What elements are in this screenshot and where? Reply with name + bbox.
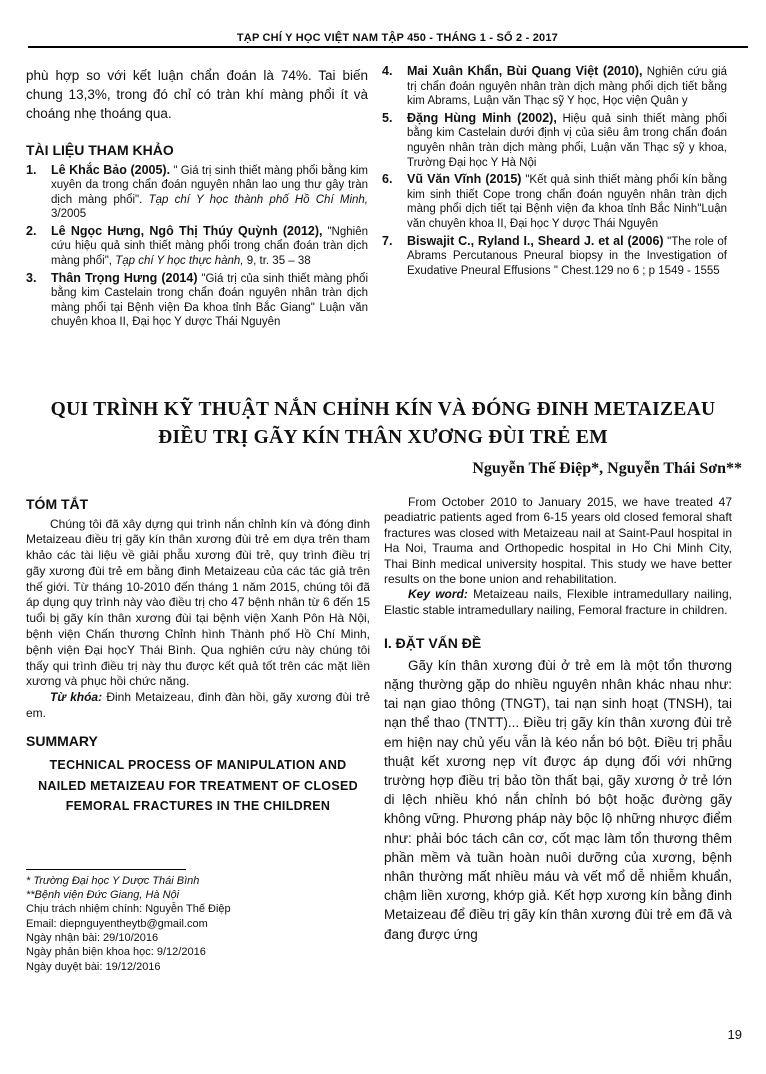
article-right-column bbox=[384, 495, 732, 944]
footnote-received-date: Ngày nhận bài: 29/10/2016 bbox=[26, 932, 159, 945]
footnote-divider bbox=[26, 869, 186, 870]
reference-list-right bbox=[382, 64, 727, 278]
reference-text: Hiệu quả sinh thiết màng phổi bằng kim Castelain dưới định vị của siêu âm trong chẩn đoán nguyên nhân tràn dịch màng phổi, Luận văn Thạc sỹ y khoa, Trường Đại học Y Hà Nội bbox=[407, 112, 727, 169]
journal-header-text: TẠP CHÍ Y HỌC VIỆT NAM TẬP 450 - THÁNG 1 - SỐ 2 - 2017 bbox=[236, 32, 558, 44]
reference-number: 2. bbox=[26, 223, 37, 238]
reference-authors: Lê Khắc Bảo (2005). bbox=[51, 162, 171, 177]
reference-number: 4. bbox=[382, 64, 393, 78]
reference-number: 5. bbox=[382, 110, 393, 125]
reference-text: " Giá trị sinh thiết màng phổi bằng kim xuyên da trong chẩn đoán nguyên nhân lao ung thư gây tràn dịch màng phổi". bbox=[51, 164, 368, 206]
article-title-line-1: QUI TRÌNH KỸ THUẬT NẮN CHỈNH KÍN VÀ ĐÓNG ĐINH METAIZEAU bbox=[50, 399, 716, 420]
reference-journal: Tạp chí Y học thực hành, bbox=[115, 255, 244, 268]
section-1-text: Gãy kín thân xương đùi ở trẻ em là một tổn thương nặng thường gặp do nhiều nguyên nhân khác nhau như: tai nạn giao thông (TNGT), tai nạn sinh hoạt (TNSH), tai nạn thể thao (TNTT)... Điều trị gãy kín thân xương đùi trẻ em hiện nay chủ yếu vẫn là kéo nắn bó bột. Điều trị phẫu thuật kết xương nẹp vít được áp dụng đối với những trường hợp điều trị bảo tồn thất bại, gãy xương ở trẻ lớn di lệch nhiều khó nắn chỉnh bó bột hoặc đường gãy không vững. Phương pháp này bộc lộ những nhược điểm như: phải bóc tách cân cơ, cốt mạc làm tổn thương thêm phần mềm và tuần hoàn nuôi dưỡng của xương, bệnh nhân thường mất nhiều máu và vết mổ dễ nhiễm khuẩn, chậm liền xương, khớp giả. Kết hợp xương kín bằng đinh Metaizeau để điều trị gãy kín thân xương đùi trẻ em đã và đang được ứng bbox=[384, 657, 732, 942]
footnote-affiliation-1: * Trường Đại học Y Dược Thái Bình bbox=[26, 874, 200, 887]
english-keywords-label: Key word: bbox=[408, 587, 468, 602]
keywords-text: Đinh Metaizeau, đinh đàn hồi, gãy xương đùi trẻ em. bbox=[26, 690, 370, 721]
abstract-heading: TÓM TẮT bbox=[26, 496, 89, 512]
reference-text: "The role of Abrams Percutanous Pneural biopsy in the Investigation of Exudative Pneural Effusions " Chest.129 no 6 ; p 1549 - 1555 bbox=[407, 235, 727, 277]
footnote-email: Email: diepnguyentheytb@gmail.com bbox=[26, 917, 208, 930]
journal-header bbox=[28, 32, 748, 48]
reference-authors: Vũ Văn Vĩnh (2015) bbox=[407, 172, 522, 187]
reference-text: "Nghiên cứu hiệu quả sinh thiết màng phổi trong chẩn đoán tràn dịch màng phổi", bbox=[51, 225, 368, 268]
article-title bbox=[20, 396, 746, 452]
english-keywords-text: Metaizeau nails, Flexible intramedullary nailing, Elastic stable intramedullary nailing, Femoral fracture in children. bbox=[384, 587, 732, 617]
article-left-column bbox=[26, 497, 370, 974]
section-1-heading: I. ĐẶT VẤN ĐỀ bbox=[384, 635, 482, 652]
reference-text: Nghiên cứu giá trị chẩn đoán nguyên nhân tràn dịch màng phổi dịch tiết bằng kim Abrams, Luận văn Thạc sỹ Y học, Học viện Quân y bbox=[407, 66, 728, 108]
article-title-line-2: ĐIỀU TRỊ GÃY KÍN THÂN XƯƠNG ĐÙI TRẺ EM bbox=[158, 427, 608, 448]
reference-journal: Tạp chí Y học thành phố Hồ Chí Minh, bbox=[148, 193, 368, 206]
reference-authors: Thân Trọng Hưng (2014) bbox=[51, 270, 198, 285]
reference-authors: Mai Xuân Khẩn, Bùi Quang Việt (2010), bbox=[407, 64, 643, 78]
reference-item bbox=[26, 271, 368, 330]
english-keywords-line bbox=[384, 587, 732, 618]
footnote-responsible-author: Chịu trách nhiệm chính: Nguyễn Thế Điệp bbox=[26, 903, 231, 916]
reference-list-left bbox=[26, 163, 368, 331]
reference-number: 6. bbox=[382, 172, 393, 187]
references-heading: TÀI LIỆU THAM KHẢO bbox=[26, 142, 174, 158]
summary-heading: SUMMARY bbox=[26, 732, 98, 749]
article-authors: Nguyễn Thế Điệp*, Nguyễn Thái Sơn** bbox=[472, 460, 742, 477]
footnote-affiliation-2: **Bệnh viện Đức Giang, Hà Nội bbox=[26, 889, 180, 902]
reference-number: 1. bbox=[26, 162, 37, 177]
reference-tail: 9, tr. 35 – 38 bbox=[243, 255, 311, 268]
reference-authors: Biswajit C., Ryland I., Sheard J. et al (2006) bbox=[407, 233, 664, 248]
prev-article-left-column bbox=[26, 66, 368, 332]
reference-item bbox=[26, 163, 368, 222]
prev-article-conclusion: phù hợp so với kết luận chẩn đoán là 74%. Tai biến chung 13,3%, trong đó chỉ có tràn khí màng phổi ít và choáng nhẹ thoáng qua. bbox=[26, 68, 368, 121]
english-abstract: From October 2010 to January 2015, we have treated 47 peadiatric patients aged from 6-15 years old closed femoral shaft fractures was closed with Metaizeau nail at Saint-Paul hospital in Ha Noi, Trauma and Orthopedic hospital in Ho Chi Minh City, Thai Binh medical university hospital. This study we have better results on the bone union and rehabilitation. bbox=[384, 495, 732, 587]
reference-item bbox=[382, 234, 727, 279]
reference-text: "Kết quả sinh thiết màng phổi kín bằng kim sinh thiết Cope trong chẩn đoán nguyên nhân tràn dịch màng phổi dịch tiết tại Bệnh viện đa khoa tỉnh Bắc Ninh"Luận văn chuyên khoa II, Đại học Y dược Thái Nguyên bbox=[407, 174, 728, 230]
summary-title: TECHNICAL PROCESS OF MANIPULATION AND NAILED METAIZEAU FOR TREATMENT OF CLOSED FEMORAL FRACTURES IN THE CHILDREN bbox=[38, 758, 358, 814]
footnote-review-date: Ngày phản biện khoa học: 9/12/2016 bbox=[26, 946, 206, 959]
reference-authors: Lê Ngọc Hưng, Ngô Thị Thúy Quỳnh (2012), bbox=[51, 223, 323, 238]
page-number: 19 bbox=[727, 1027, 742, 1042]
reference-text: "Giá trị của sinh thiết màng phổi bằng kim Castelain trong chẩn đoán nguyên nhân tràn dịch màng phổi tại Bệnh viện Đa khoa tỉnh Bắc Giang" Luận văn chuyên khoa II, Đại học Y dược Thái Nguyên bbox=[51, 272, 368, 329]
reference-number: 7. bbox=[382, 233, 393, 248]
keywords-label: Từ khóa: bbox=[50, 690, 103, 705]
reference-tail: 3/2005 bbox=[51, 208, 87, 221]
keywords-line bbox=[26, 690, 370, 722]
footnote-approval-date: Ngày duyệt bài: 19/12/2016 bbox=[26, 960, 161, 973]
reference-number: 3. bbox=[26, 270, 37, 285]
abstract-text: Chúng tôi đã xây dựng qui trình nắn chỉnh kín và đóng đinh Metaizeau điều trị gãy kín thân xương đùi trẻ em dựa trên tham khảo các tài liệu về giải phẫu xương đùi trẻ, quy trình điều trị gãy xương đùi trẻ em bằng đinh Metaizeau của các tác giả trên thế giới. Từ tháng 10-2010 đến tháng 1 năm 2015, chúng tôi đã áp dụng quy trình này vào điều trị cho 47 bệnh nhân từ 6 đến 15 tuổi bị gãy kín thân xương đùi tại bệnh viện Xanh Pôn Hà Nội, bệnh viện Chấn thương Chỉnh hình Thành phố Hồ Chí Minh, bệnh viện Đại họcY Thái Bình. Qua nghiên cứu này chúng tôi thấy qui trình điều trị này thu được kết quả tốt trên các mặt liền xương và phục hồi chức năng. bbox=[26, 516, 370, 689]
prev-article-right-column bbox=[382, 64, 727, 280]
reference-authors: Đặng Hùng Minh (2002), bbox=[407, 110, 557, 125]
reference-item bbox=[26, 224, 368, 269]
reference-item bbox=[382, 64, 727, 109]
reference-item bbox=[382, 172, 727, 231]
reference-item bbox=[382, 111, 727, 170]
